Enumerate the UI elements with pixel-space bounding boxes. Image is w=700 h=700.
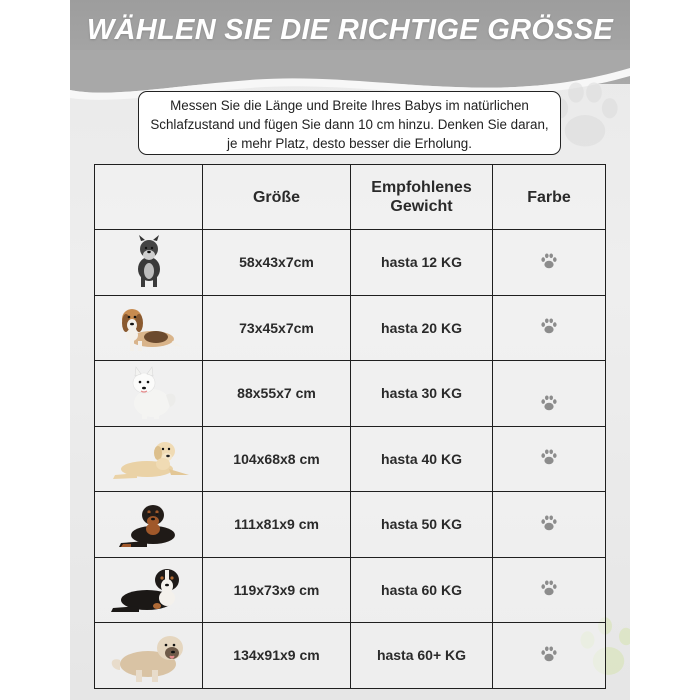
weight-cell: hasta 12 KG <box>351 230 493 296</box>
paw-icon[interactable] <box>539 447 559 467</box>
dog-cell <box>95 230 203 296</box>
header-weight-line1: Empfohlenes <box>371 179 472 196</box>
color-cell[interactable] <box>493 230 606 296</box>
paw-icon[interactable] <box>539 644 559 664</box>
size-cell: 58x43x7cm <box>203 230 351 296</box>
table-row <box>95 230 606 296</box>
samoyed-dog-icon <box>118 365 180 421</box>
header-color: Farbe <box>493 165 606 230</box>
table-row <box>95 623 606 689</box>
paw-icon[interactable] <box>539 393 559 413</box>
header-weight <box>351 165 493 230</box>
dog-cell <box>95 623 203 689</box>
color-cell[interactable] <box>493 623 606 689</box>
schnauzer-dog-icon <box>127 235 171 289</box>
color-cell[interactable] <box>493 557 606 623</box>
table-row <box>95 426 606 492</box>
color-cell[interactable] <box>493 492 606 558</box>
color-cell[interactable] <box>493 426 606 492</box>
dog-cell <box>95 492 203 558</box>
weight-cell: hasta 20 KG <box>351 295 493 361</box>
size-cell: 104x68x8 cm <box>203 426 351 492</box>
dog-cell <box>95 361 203 427</box>
weight-cell: hasta 40 KG <box>351 426 493 492</box>
size-cell: 119x73x9 cm <box>203 557 351 623</box>
weight-cell: hasta 60+ KG <box>351 623 493 689</box>
paw-icon[interactable] <box>539 578 559 598</box>
table-row <box>95 295 606 361</box>
paw-icon[interactable] <box>539 513 559 533</box>
dog-cell <box>95 426 203 492</box>
beagle-dog-icon <box>114 303 184 353</box>
header-size: Größe <box>203 165 351 230</box>
weight-cell: hasta 50 KG <box>351 492 493 558</box>
size-cell: 111x81x9 cm <box>203 492 351 558</box>
dog-cell <box>95 295 203 361</box>
weight-cell: hasta 60 KG <box>351 557 493 623</box>
color-cell[interactable] <box>493 361 606 427</box>
color-cell[interactable] <box>493 295 606 361</box>
rottweiler-dog-icon <box>113 497 185 551</box>
caucasian-shepherd-dog-icon <box>106 626 192 684</box>
weight-cell: hasta 30 KG <box>351 361 493 427</box>
measurement-notice: Messen Sie die Länge und Breite Ihres Babys im natürlichen Schlafzustand und fügen Sie dann 10 cm hinzu. Denken Sie daran, je mehr Platz, desto besser die Erholung. <box>138 91 561 155</box>
dog-cell <box>95 557 203 623</box>
size-table <box>94 164 606 689</box>
table-row <box>95 557 606 623</box>
labrador-dog-icon <box>107 437 191 481</box>
paw-icon[interactable] <box>539 251 559 271</box>
bernese-dog-icon <box>109 562 189 618</box>
header-dog <box>95 165 203 230</box>
page-title: WÄHLEN SIE DIE RICHTIGE GRÖSSE <box>86 14 614 46</box>
size-cell: 88x55x7 cm <box>203 361 351 427</box>
size-cell: 73x45x7cm <box>203 295 351 361</box>
paw-icon[interactable] <box>539 316 559 336</box>
table-header-row <box>95 165 606 230</box>
header-weight-line2: Gewicht <box>390 198 453 215</box>
table-row <box>95 492 606 558</box>
table-row <box>95 361 606 427</box>
size-cell: 134x91x9 cm <box>203 623 351 689</box>
